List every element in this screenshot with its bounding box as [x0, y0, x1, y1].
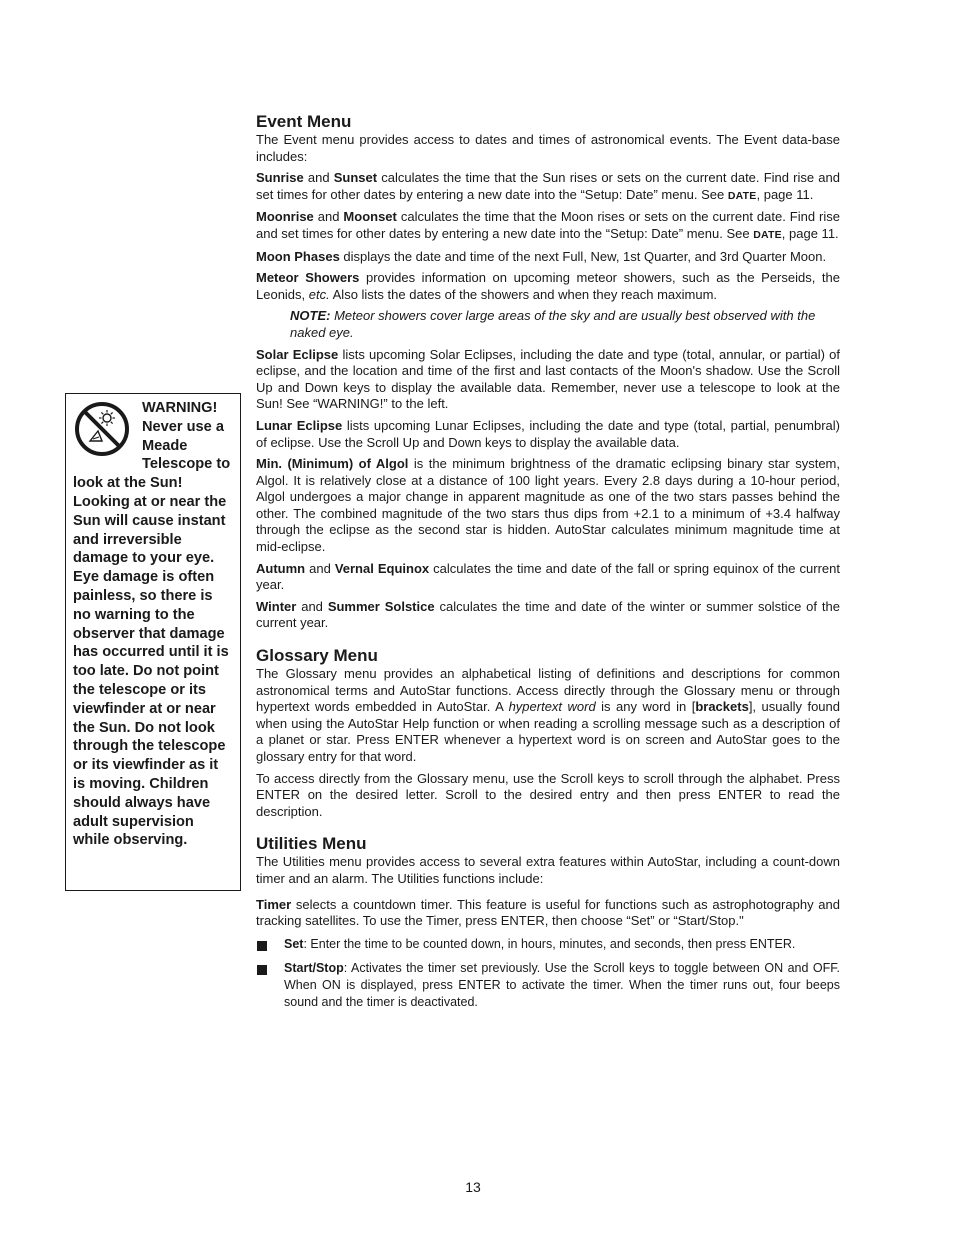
moon-phases-paragraph: Moon Phases displays the date and time of the next Full, New, 1st Quarter, and 3rd Quarter Moon. — [256, 248, 827, 264]
list-item: Start/Stop: Activates the timer set previously. Use the Scroll keys to toggle between ON and OFF. When ON is displayed, press ENTER to activate the timer. When the timer runs out, four beeps sound and the timer is deactivated. — [256, 960, 840, 1010]
lunar-eclipse-paragraph: Lunar Eclipse lists upcoming Lunar Eclipses, including the date and type (total, partial, penumbral) of eclipse. Use the Scroll Up and Down keys to display the available data. — [256, 417, 840, 450]
bullet-square-icon — [257, 941, 267, 951]
algol-paragraph: Min. (Minimum) of Algol is the minimum brightness of the dramatic eclipsing binary star system, Algol. It is relatively close at a distance of 100 light years. Every 2.8 days during a 10-hour period, Algol undergoes a major change in apparent magnitude as one of the two stars passes behind the other. The combined magnitude of the two stars thus dips from +2.1 to a minimum of +3.4 halfway through the eclipse as the second star is hidden. AutoStar calculates minimum magnitude time at mid-eclipse. — [256, 456, 840, 555]
meteor-showers-paragraph: Meteor Showers provides information on upcoming meteor showers, such as the Perseids, the Leonids, etc. Also lists the dates of the showers and when they reach maximum. — [256, 270, 840, 302]
no-sun-viewing-icon — [74, 401, 130, 457]
glossary-paragraph-1: The Glossary menu provides an alphabetical listing of definitions and descriptions for common astronomical terms and AutoStar functions. Access directly through the Glossary menu or through hypertext words embedded in AutoStar. A hypertext word is any word in [brackets], usually found when using the AutoStar Help function or when reading a scrolling message such as a description of a planet or star. Press ENTER whenever a hypertext word is on screen and AutoStar goes to the glossary entry for that word. — [256, 666, 840, 764]
meteor-note: NOTE: Meteor showers cover large areas of the sky and are usually best observed with the naked eye. — [290, 308, 816, 340]
list-item: Set: Enter the time to be counted down, in hours, minutes, and seconds, then press ENTER. — [256, 936, 840, 953]
moonrise-paragraph: Moonrise and Moonset calculates the time that the Moon rises or sets on the current date. Find rise and set times for other dates by entering a new date into the “Setup: Date” menu. See DATE, page 11. — [256, 209, 840, 241]
page-number: 13 — [465, 1179, 481, 1195]
timer-paragraph: Timer selects a countdown timer. This feature is useful for functions such as astrophotography and tracking satellites. To use the Timer, press ENTER, then choose “Set” or “Start/Stop." — [256, 896, 840, 929]
sunrise-paragraph: Sunrise and Sunset calculates the time that the Sun rises or sets on the current date. Find rise and set times for other dates by entering a new date into the “Setup: Date” menu. See DATE, page 11. — [256, 170, 840, 202]
bullet-square-icon — [257, 965, 267, 975]
glossary-menu-heading: Glossary Menu — [256, 646, 378, 666]
event-intro: The Event menu provides access to dates and times of astronomical events. The Event data-base includes: — [256, 132, 840, 164]
utilities-menu-heading: Utilities Menu — [256, 834, 367, 854]
timer-bullet-list — [256, 936, 840, 1010]
equinox-paragraph: Autumn and Vernal Equinox calculates the time and date of the fall or spring equinox of the current year. — [256, 560, 840, 593]
warning-box — [65, 393, 241, 891]
main-content — [256, 112, 840, 1018]
warning-text: WARNING! Never use a Meade Telescope to look at the Sun! Looking at or near the Sun will cause instant and irreversible damage to your eye. Eye damage is often painless, so there is no warning to the observer that damage has occurred until it is too late. Do not point the telescope or its viewfinder at or near the Sun. Do not look through the telescope or its viewfinder as it is moving. Children should always have adult supervision while observing. — [73, 400, 231, 849]
solar-eclipse-paragraph: Solar Eclipse lists upcoming Solar Eclipses, including the date and type (total, annular, or partial) of eclipse, and the location and time of the first and last contacts of the Moon's shadow. Use the Scroll Up and Down keys to display the available data. Remember, never use a telescope to look at the Sun! See “WARNING!” to the left. — [256, 346, 840, 412]
utilities-intro: The Utilities menu provides access to several extra features within AutoStar, including a count-down timer and an alarm. The Utilities functions include: — [256, 854, 840, 886]
glossary-paragraph-2: To access directly from the Glossary menu, use the Scroll keys to scroll through the alphabet. Press ENTER on the desired letter. Scroll to the desired entry and then press ENTER to read the description. — [256, 770, 840, 819]
solstice-paragraph: Winter and Summer Solstice calculates the time and date of the winter or summer solstice of the current year. — [256, 598, 840, 631]
event-menu-heading: Event Menu — [256, 112, 352, 131]
